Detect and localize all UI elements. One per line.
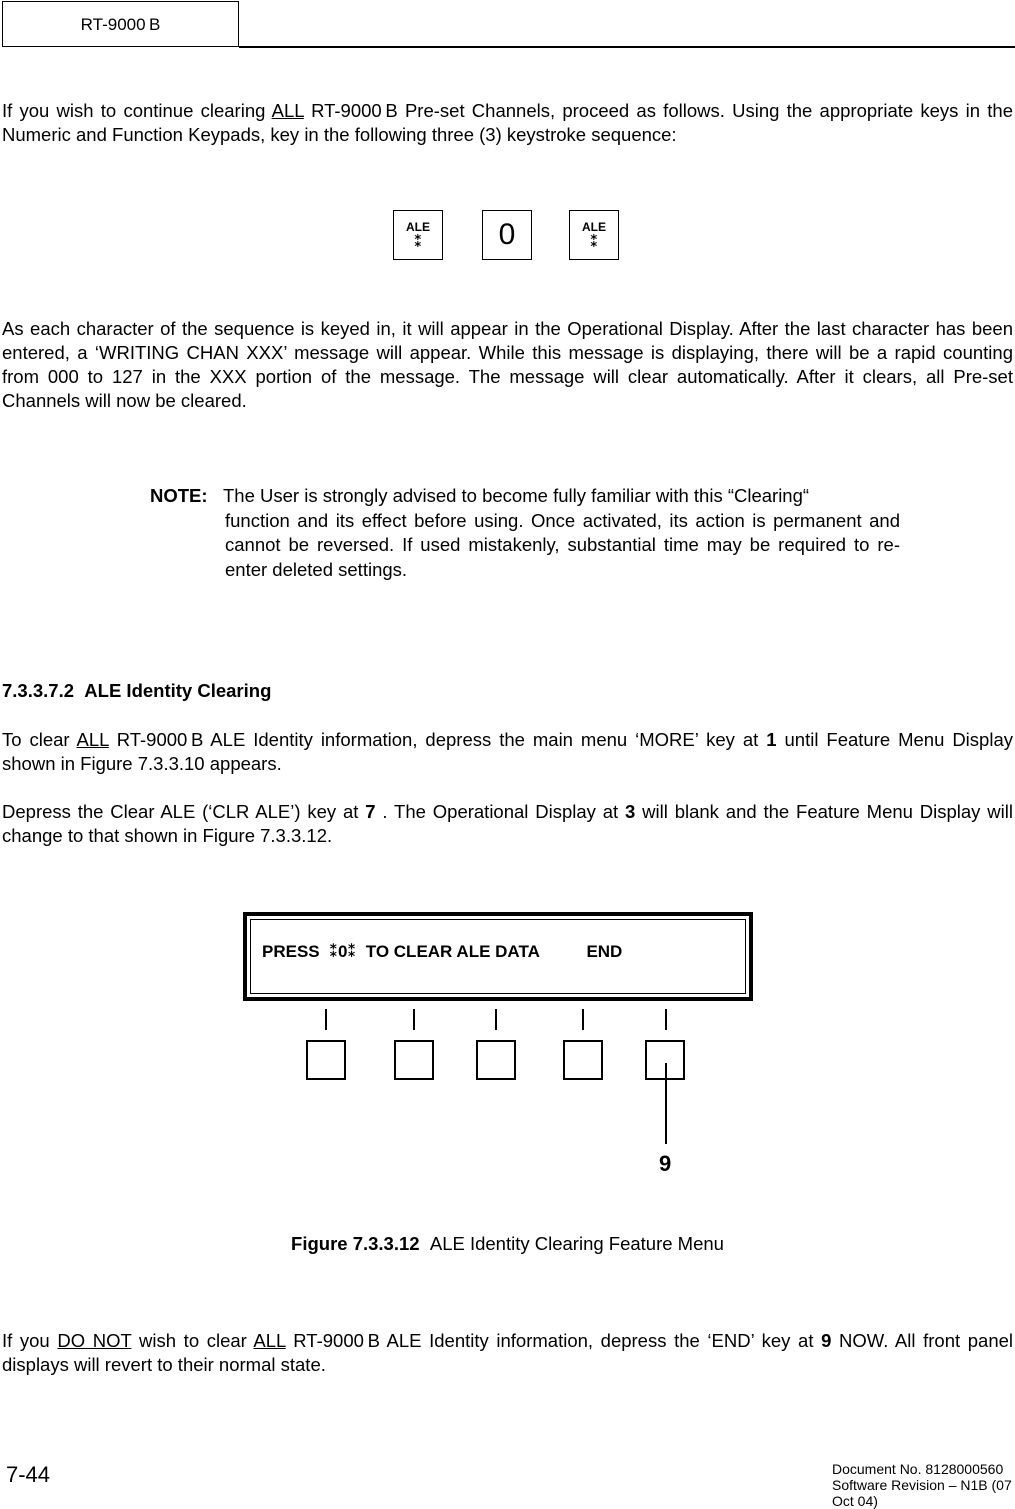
figure-title: ALE Identity Clearing Feature Menu bbox=[429, 1233, 724, 1254]
text: wish to clear bbox=[131, 1330, 254, 1351]
soft-key-4[interactable] bbox=[563, 1040, 603, 1080]
clr-ale-paragraph bbox=[2, 800, 1013, 848]
note-label: NOTE: bbox=[150, 485, 208, 506]
key-ref: 3 bbox=[625, 801, 643, 822]
text: will blank and the Feature Menu Display will change to that shown in Figure 7.3.3.12. bbox=[2, 801, 1013, 846]
all-emphasis: ALL bbox=[271, 100, 304, 121]
text: until Feature Menu Display shown in Figure 7.3.3.10 appears. bbox=[2, 729, 1013, 774]
text: NOW. All front panel displays will revert to their normal state. bbox=[2, 1330, 1014, 1375]
sequence-paragraph: As each character of the sequence is keyed in, it will appear in the Operational Display. After the last character has been entered, a ‘WRITING CHAN XXX’ message will appear. While this message is displaying, there will be a rapid counting from 000 to 127 in the XXX portion of the message. The message will clear automatically. After it clears, all Pre-set Channels will now be cleared. bbox=[2, 318, 1013, 411]
key-ref: 9 bbox=[821, 1330, 839, 1351]
tick-1 bbox=[325, 1009, 327, 1030]
soft-key-1[interactable] bbox=[306, 1040, 346, 1080]
intro-paragraph bbox=[2, 99, 1013, 147]
display-text: PRESS ⁑0⁑ TO CLEAR ALE DATA END bbox=[262, 942, 623, 961]
text: RT-9000 B ALE Identity information, depress the ‘END’ key at bbox=[285, 1330, 822, 1351]
soft-key-3[interactable] bbox=[476, 1040, 516, 1080]
ale-star-key-1 bbox=[393, 210, 443, 260]
page-number: 7-44 bbox=[6, 1462, 51, 1487]
ale-star-key-2 bbox=[569, 210, 619, 260]
all-emphasis: ALL bbox=[76, 729, 109, 750]
asterisk-icon: ⁑ bbox=[413, 234, 423, 251]
callout-leader-line bbox=[665, 1063, 667, 1144]
text: RT-9000 B ALE Identity information, depress the main menu ‘MORE’ key at bbox=[108, 729, 767, 750]
key-digit: 0 bbox=[498, 218, 516, 251]
text: Depress the Clear ALE (‘CLR ALE’) key at bbox=[2, 801, 366, 822]
zero-key bbox=[482, 210, 532, 260]
section-title: ALE Identity Clearing bbox=[84, 680, 272, 701]
figure-label: Figure 7.3.3.12 bbox=[291, 1233, 420, 1254]
text: . The Operational Display at bbox=[382, 801, 626, 822]
text: To clear bbox=[2, 729, 77, 750]
tick-5 bbox=[665, 1009, 667, 1030]
soft-key-2[interactable] bbox=[394, 1040, 434, 1080]
figure-caption bbox=[0, 1233, 1015, 1255]
header-model: RT-9000 B bbox=[80, 15, 161, 34]
key-ref: 7 bbox=[365, 801, 383, 822]
key-ref: 1 bbox=[766, 729, 785, 750]
key-label: ALE bbox=[582, 220, 606, 234]
tick-4 bbox=[582, 1009, 584, 1030]
tick-2 bbox=[413, 1009, 415, 1030]
software-revision: Software Revision – N1B (07 Oct 04) bbox=[832, 1477, 1012, 1509]
section-number: 7.3.3.7.2 bbox=[2, 680, 75, 701]
header-model-box bbox=[2, 1, 239, 47]
all-emphasis: ALL bbox=[253, 1330, 286, 1351]
note-body: function and its effect before using. Once activated, its action is permanent and cannot be reversed. If used mistakenly, substantial time may be required to re-enter deleted settings. bbox=[225, 509, 900, 580]
text: RT-9000 B Pre-set Channels, proceed as follows. Using the appropriate keys in the Numeric and Function Keypads, key in the following three (3) keystroke sequence: bbox=[2, 100, 1013, 145]
callout-label: 9 bbox=[659, 1151, 672, 1176]
note-first-line: The User is strongly advised to become fully familiar with this “Clearing“ bbox=[223, 485, 810, 506]
text: If you wish to continue clearing bbox=[2, 100, 272, 121]
asterisk-icon: ⁑ bbox=[589, 234, 599, 251]
section-heading bbox=[2, 680, 271, 702]
document-number: Document No. 8128000560 bbox=[832, 1461, 1004, 1477]
end-instruction-paragraph bbox=[2, 1329, 1013, 1377]
tick-3 bbox=[495, 1009, 497, 1030]
text: If you bbox=[2, 1330, 58, 1351]
key-label: ALE bbox=[406, 220, 430, 234]
do-not-emphasis: DO NOT bbox=[57, 1330, 132, 1351]
clear-instruction-paragraph bbox=[2, 728, 1013, 776]
header-rule bbox=[239, 46, 1015, 48]
document-info bbox=[832, 1461, 1015, 1509]
